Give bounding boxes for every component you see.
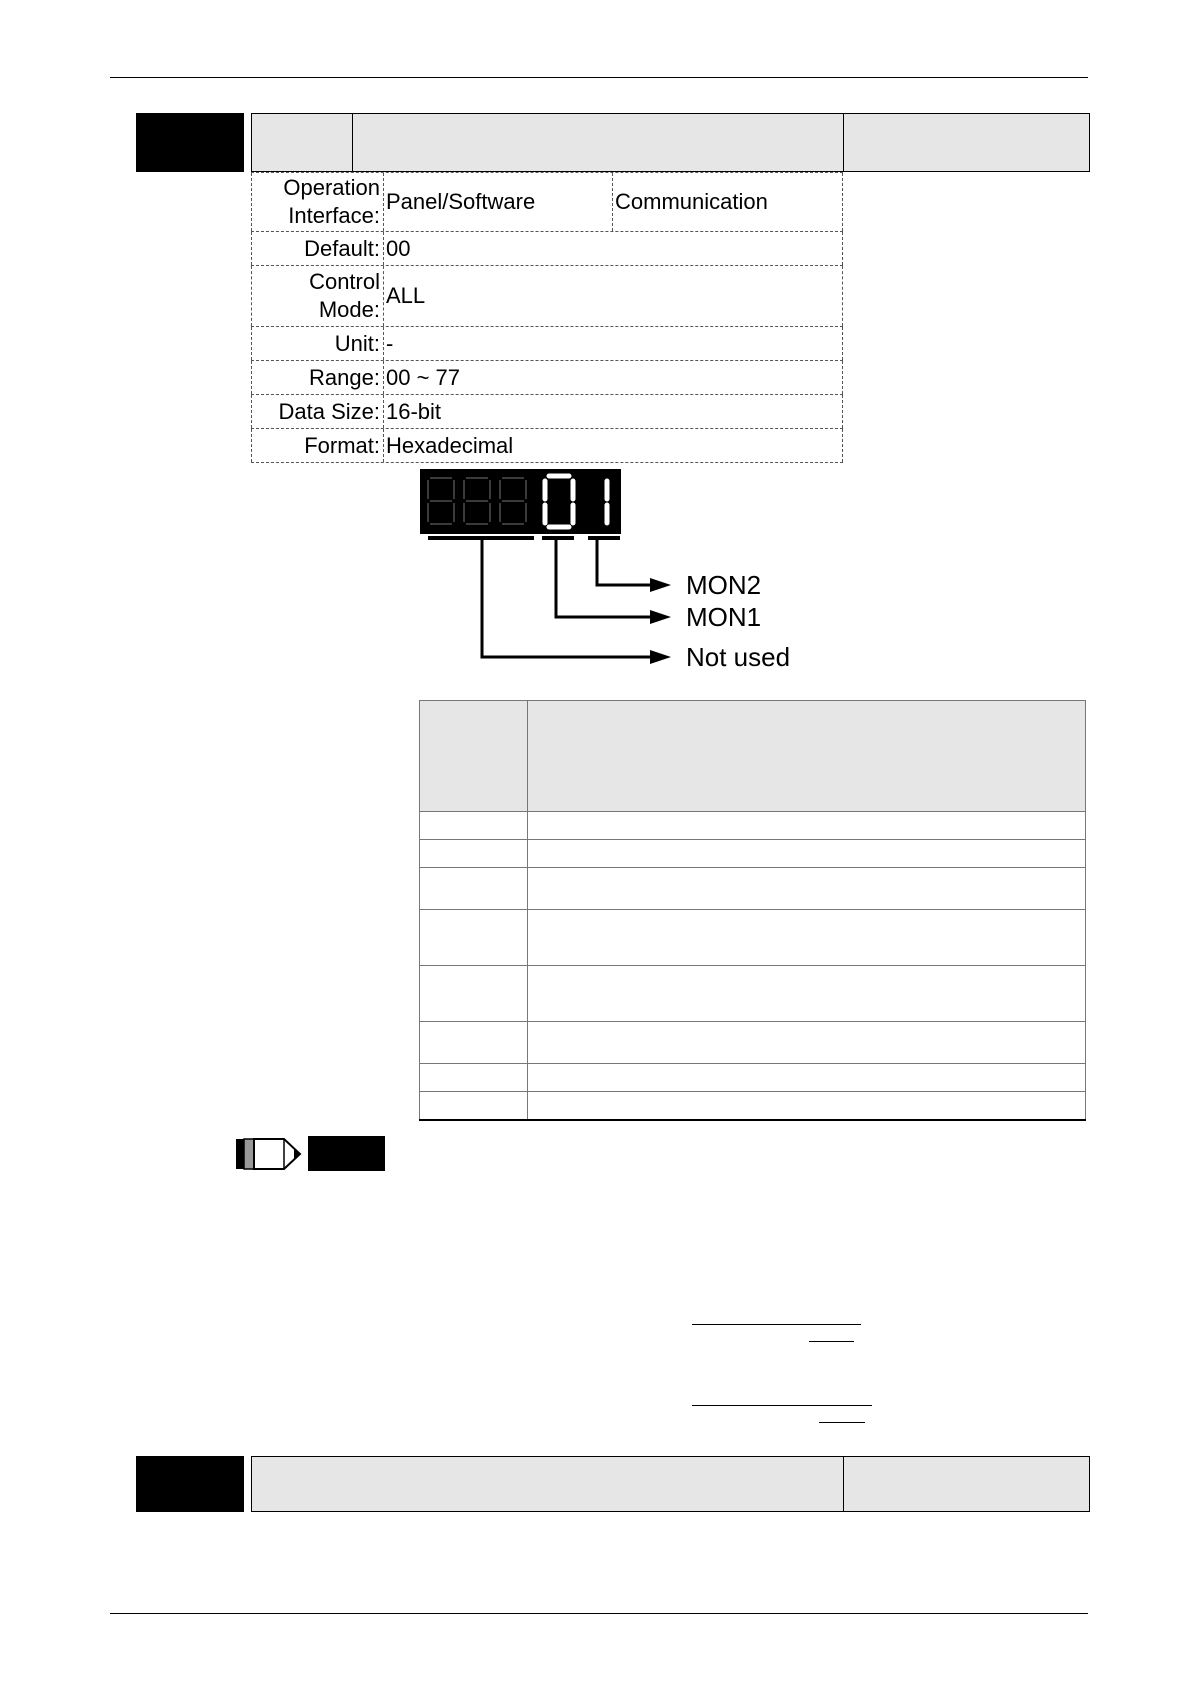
table-cell — [420, 966, 528, 1022]
table-cell — [420, 840, 528, 868]
table-cell — [528, 1064, 1086, 1092]
value-panel-software: Panel/Software — [384, 173, 613, 231]
label-format: Format: — [251, 429, 384, 462]
connector-lines — [482, 538, 652, 657]
note-label-box — [308, 1136, 385, 1171]
table-row — [420, 910, 1086, 966]
value-communication: Communication — [615, 189, 768, 214]
value-format: Hexadecimal — [384, 429, 843, 462]
label-operation-interface: Operation Interface: — [251, 173, 384, 231]
seven-segment-display — [420, 469, 621, 534]
label-unit: Unit: — [251, 327, 384, 360]
value-unit: - — [384, 327, 843, 360]
table-cell — [420, 1092, 528, 1120]
table-cell — [528, 1092, 1086, 1120]
note-pencil-icon — [234, 1136, 304, 1172]
table-row — [420, 868, 1086, 910]
table-row — [420, 966, 1086, 1022]
formula-2-fraction-line — [692, 1405, 872, 1406]
label-control-mode: Control Mode: — [251, 266, 384, 326]
table-row — [420, 812, 1086, 840]
table-cell — [528, 812, 1086, 840]
table-cell — [420, 910, 528, 966]
header-cell-code — [420, 701, 528, 812]
table-cell — [528, 840, 1086, 868]
table-cell — [528, 868, 1086, 910]
table-row — [420, 1092, 1086, 1120]
table-cell — [528, 966, 1086, 1022]
table-row — [420, 1022, 1086, 1064]
value-range: 00 ~ 77 — [384, 361, 843, 394]
seven-segment-diagram — [0, 0, 1190, 700]
arrowheads — [650, 578, 671, 664]
table-row — [420, 840, 1086, 868]
formula-1-underline — [809, 1341, 854, 1342]
next-parameter-code-box — [136, 1456, 244, 1512]
table-cell — [528, 910, 1086, 966]
formula-1-fraction-line — [692, 1324, 861, 1325]
table-row — [420, 1064, 1086, 1092]
table-cell — [420, 1022, 528, 1064]
formula-2-underline — [819, 1422, 865, 1423]
value-control-mode: ALL — [384, 266, 843, 326]
label-mon2: MON2 — [686, 570, 762, 600]
table-header-row — [420, 701, 1086, 812]
table-cell — [528, 1022, 1086, 1064]
label-not-used: Not used — [686, 642, 791, 672]
table-cell — [420, 868, 528, 910]
table-cell — [420, 1064, 528, 1092]
next-parameter-header-bar — [251, 1456, 1090, 1512]
next-header-divider — [843, 1457, 844, 1511]
setting-table — [419, 700, 1086, 1121]
label-default: Default: — [251, 232, 384, 265]
value-data-size: 16-bit — [384, 395, 843, 428]
page-footer-rule — [110, 1613, 1088, 1614]
header-cell-description — [528, 701, 1086, 812]
value-default: 00 — [384, 232, 843, 265]
label-range: Range: — [251, 361, 384, 394]
label-data-size: Data Size: — [251, 395, 384, 428]
table-cell — [420, 812, 528, 840]
label-mon1: MON1 — [686, 602, 762, 632]
